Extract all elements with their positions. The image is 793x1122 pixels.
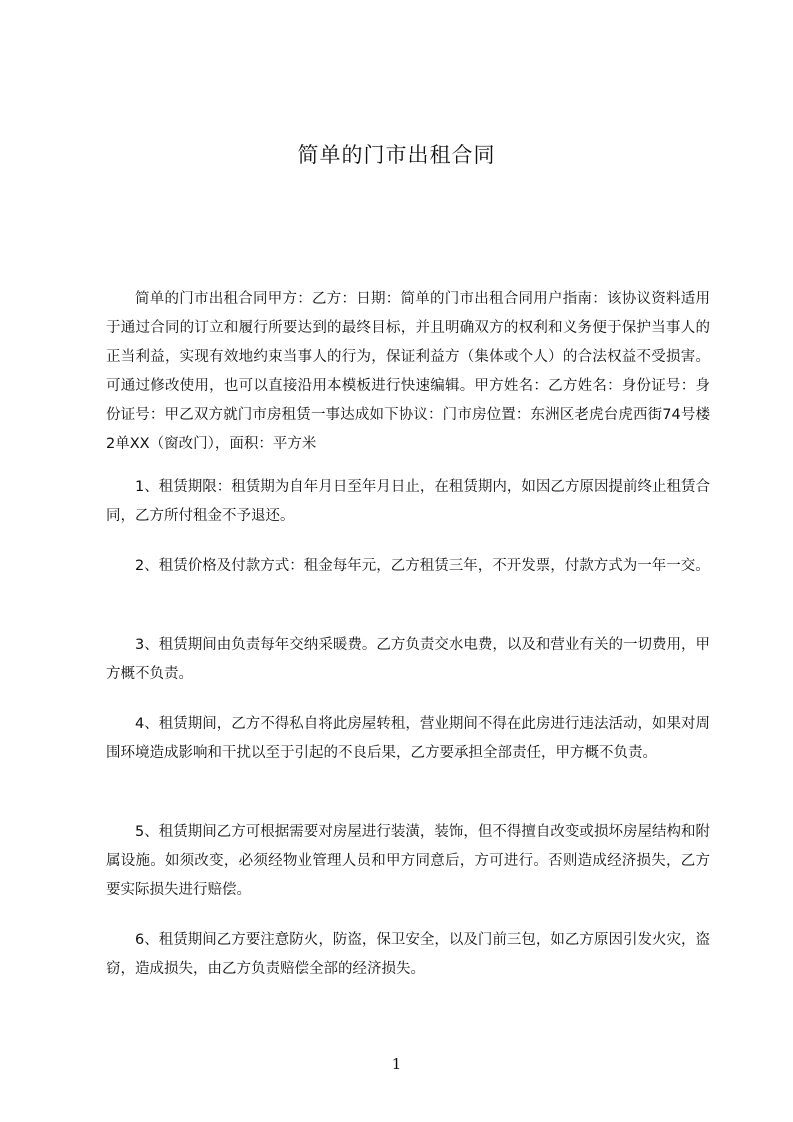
clause-1-paragraph: 1、租赁期限：租赁期为自年月日至年月日止，在租赁期内，如因乙方原因提前终止租赁合同，乙方所付租金不予退还。: [106, 479, 710, 524]
clause-5-paragraph: 5、租赁期间乙方可根据需要对房屋进行装潢，装饰，但不得擅自改变或损坏房屋结构和附属设施。如须改变，必须经物业管理人员和甲方同意后，方可进行。否则造成经济损失，乙方要实际损失进行赔偿。: [106, 824, 710, 898]
page-number: 1: [391, 1055, 402, 1073]
clause-3-paragraph: 3、租赁期间由负责每年交纳采暖费。乙方负责交水电费，以及和营业有关的一切费用，甲方概不负责。: [106, 637, 710, 682]
clause-6-paragraph: 6、租赁期间乙方要注意防火，防盗，保卫安全，以及门前三包，如乙方原因引发火灾，盗窃，造成损失，由乙方负责赔偿全部的经济损失。: [106, 932, 710, 977]
document-title: 简单的门市出租合同: [297, 143, 496, 167]
intro-paragraph: 简单的门市出租合同甲方：乙方：日期：简单的门市出租合同用户指南：该协议资料适用于通过合同的订立和履行所要达到的最终目标，并且明确双方的权利和义务便于保护当事人的正当利益，实现有效地约束当事人的行为，保证利益方（集体或个人）的合法权益不受损害。可通过修改使用，也可以直接沿用本模板进行快速编辑。甲方姓名：乙方姓名：身份证号：身份证号：甲乙双方就门市房租赁一事达成如下协议：门市房位置：东洲区老虎台虎西街74号楼2单XX（窗改门），面积：平方米: [106, 291, 710, 452]
clause-2-paragraph: 2、租赁价格及付款方式：租金每年元，乙方租赁三年，不开发票，付款方式为一年一交。: [135, 558, 710, 574]
clause-4-paragraph: 4、租赁期间，乙方不得私自将此房屋转租，营业期间不得在此房进行违法活动，如果对周围环境造成影响和干扰以至于引起的不良后果，乙方要承担全部责任，甲方概不负责。: [106, 716, 710, 761]
